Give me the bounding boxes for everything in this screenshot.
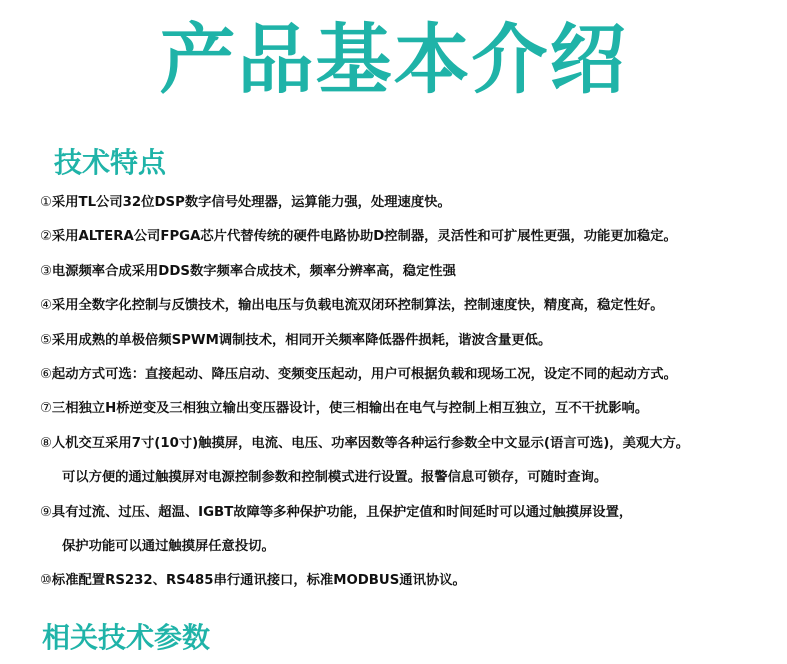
feature-number: ⑩: [40, 573, 52, 589]
feature-text: 采用成熟的单极倍频SPWM调制技术，相同开关频率降低器件损耗，谐波含量更低。: [51, 332, 552, 348]
feature-continuation: 可以方便的通过触摸屏对电源控制参数和控制模式进行设置。报警信息可锁存，可随时查询。: [62, 470, 608, 486]
params-heading: 相关技术参数: [42, 621, 211, 654]
features-heading: 技术特点: [54, 146, 167, 179]
feature-number: ④: [40, 298, 52, 314]
feature-text: 标准配置RS232、RS485串行通讯接口，标准MODBUS通讯协议。: [51, 573, 466, 589]
feature-number: ⑦: [40, 401, 52, 417]
feature-item-8: [40, 427, 780, 496]
feature-number: ⑧: [40, 435, 52, 451]
feature-item-5: [40, 324, 780, 358]
feature-number: ②: [40, 229, 52, 245]
feature-item-1: [40, 186, 780, 220]
feature-number: ⑥: [40, 367, 52, 383]
feature-text: 采用ALTERA公司FPGA芯片代替传统的硬件电路协助D控制器，灵活性和可扩展性更强，功能更加稳定。: [51, 229, 677, 245]
feature-text: 电源频率合成采用DDS数字频率合成技术，频率分辨率高，稳定性强: [51, 263, 456, 279]
feature-item-10: [40, 564, 780, 598]
feature-item-7: [40, 392, 780, 426]
feature-number: ⑤: [40, 332, 52, 348]
feature-text: 具有过流、过压、超温、IGBT故障等多种保护功能，且保护定值和时间延时可以通过触摸屏设置，: [51, 504, 633, 520]
page-title: 产品基本介绍: [159, 15, 628, 104]
feature-text: 采用全数字化控制与反馈技术，输出电压与负载电流双闭环控制算法，控制速度快，精度高，稳定性好。: [51, 298, 664, 314]
feature-item-9: [40, 496, 780, 565]
feature-continuation: 保护功能可以通过触摸屏任意投切。: [62, 539, 275, 555]
feature-text: 三相独立H桥逆变及三相独立输出变压器设计，使三相输出在电气与控制上相互独立，互不干扰影响。: [51, 401, 649, 417]
feature-number: ③: [40, 263, 52, 279]
feature-item-6: [40, 358, 780, 392]
feature-number: ⑨: [40, 504, 52, 520]
feature-item-3: [40, 255, 780, 289]
feature-item-4: [40, 289, 780, 323]
feature-text: 人机交互采用7寸(10寸)触摸屏，电流、电压、功率因数等各种运行参数全中文显示(语言可选)，美观大方。: [51, 435, 690, 451]
feature-item-2: [40, 220, 780, 254]
feature-number: ①: [40, 195, 52, 210]
feature-text: 采用TL公司32位DSP数字信号处理器，运算能力强，处理速度快。: [51, 195, 451, 210]
feature-text: 起动方式可选：直接起动、降压启动、变频变压起动，用户可根据负载和现场工况，设定不同的起动方式。: [51, 367, 677, 383]
features-list: [40, 186, 780, 599]
